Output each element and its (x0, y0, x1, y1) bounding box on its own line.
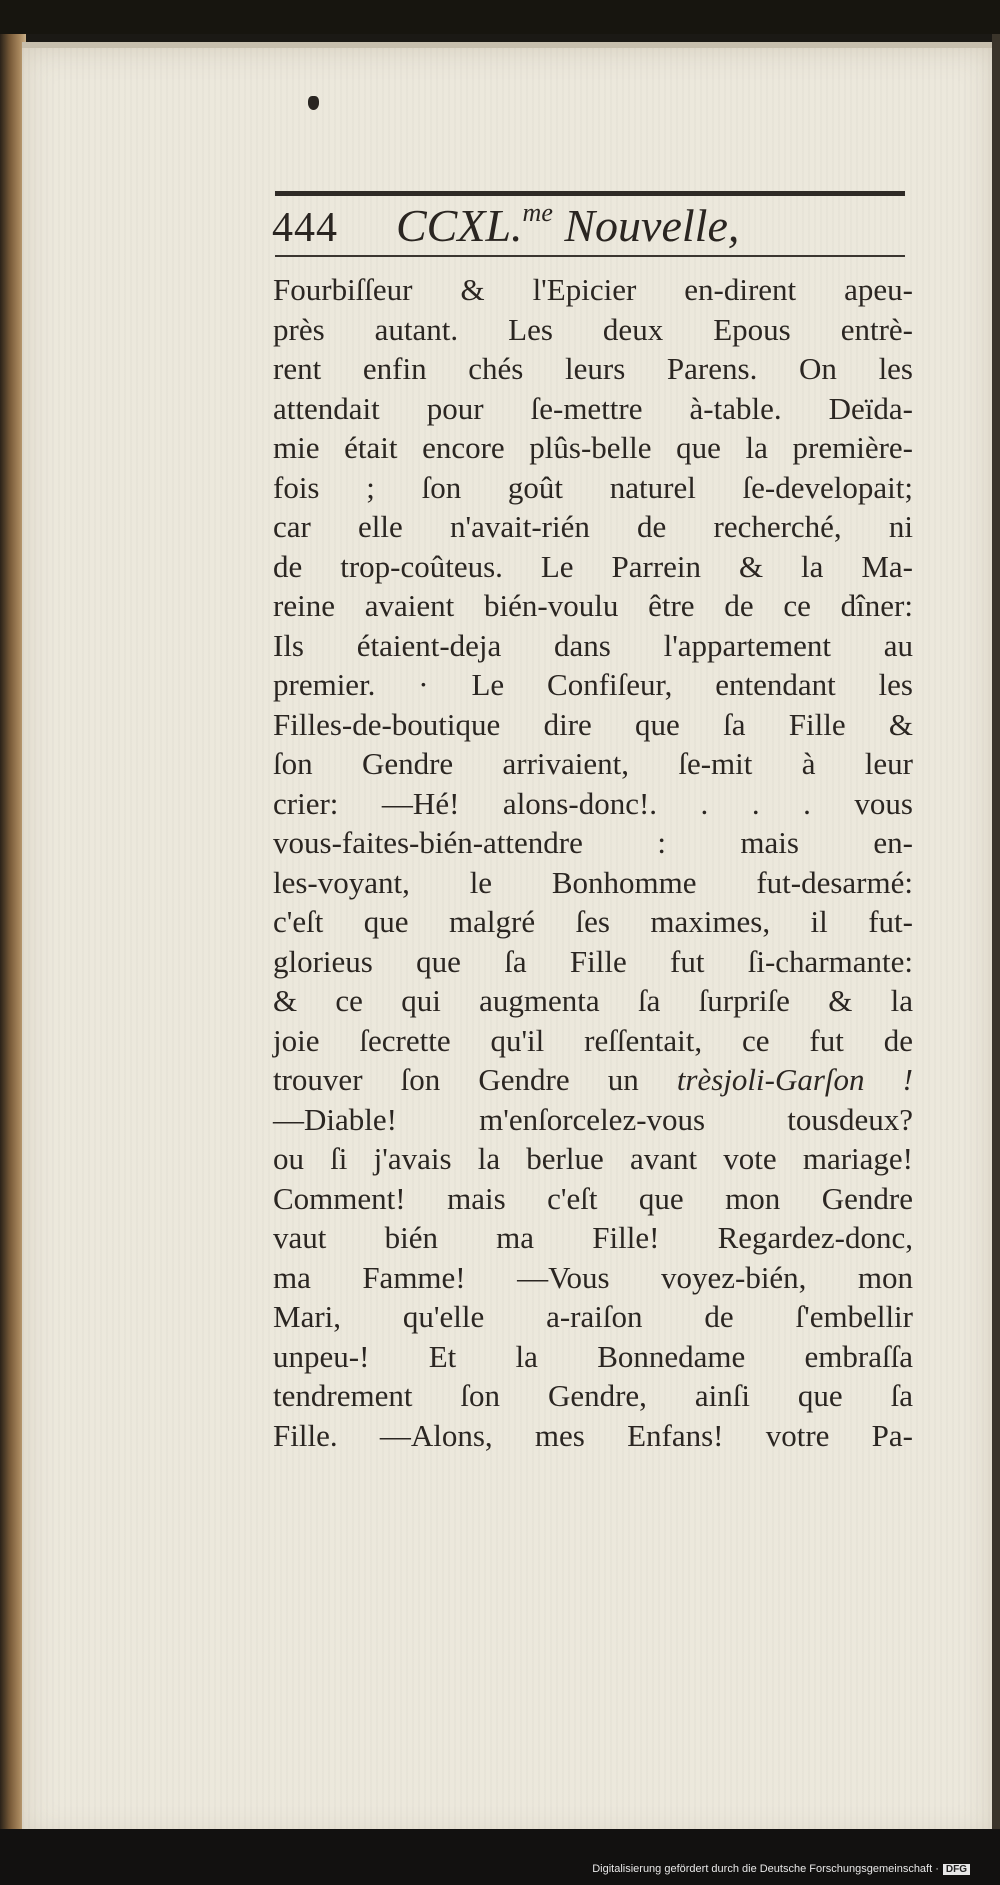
text-line: vaut bién ma Fille! Regardez-donc, (273, 1220, 913, 1255)
ink-blot-mark (308, 96, 319, 110)
text-line: Ils étaient-deja dans l'appartement au (273, 627, 913, 663)
text-line: attendait pour ſe-mettre à-table. Deïda- (273, 390, 913, 426)
text-line-lead: trouver ſon Gendre un (273, 1062, 677, 1097)
body-text (273, 270, 913, 1455)
text-line: car elle n'avait-rién de recherché, ni (273, 509, 913, 544)
text-line: les-voyant, le Bonhomme fut-desarmé: (273, 864, 913, 900)
running-head-rest: Nouvelle, (552, 200, 740, 251)
text-line: Comment! mais c'eſt que mon Gendre (273, 1180, 913, 1216)
dfg-logo: DFG (943, 1864, 970, 1875)
text-line: Fille. —Alons, mes Enfans! votre Pa- (273, 1417, 913, 1453)
page-number: 444 (272, 205, 338, 251)
digitization-credit (592, 1863, 970, 1875)
italic-phrase: trèsjoli-Garſon ! (676, 1062, 913, 1097)
text-line: glorieus que ſa Fille fut ſi-charmante: (273, 943, 913, 979)
text-line: rent enfin chés leurs Parens. On les (273, 351, 913, 386)
credit-text: Digitalisierung gefördert durch die Deutsche Forschungsgemeinschaft · (592, 1863, 939, 1875)
text-line: & ce qui augmenta ſa ſurpriſe & la (273, 983, 913, 1018)
header-rule-bottom (275, 255, 905, 257)
text-line: tendrement ſon Gendre, ainſi que ſa (273, 1378, 913, 1413)
text-line: Mari, qu'elle a-raiſon de ſ'embellir (273, 1299, 913, 1334)
scan-right-border (992, 34, 1000, 1829)
text-line: crier: —Hé! alons-donc!. . . . vous (273, 785, 913, 821)
page-header (272, 198, 912, 254)
scan-top-border (0, 0, 1000, 34)
text-line: c'eſt que malgré ſes maximes, il fut- (273, 904, 913, 939)
text-line: ma Famme! —Vous voyez-bién, mon (273, 1259, 913, 1295)
header-rule-top (275, 191, 905, 196)
scan-bottom-border (0, 1829, 1000, 1885)
text-line: ou ſi j'avais la berlue avant vote mariage! (273, 1141, 913, 1176)
text-line: joie ſecrette qu'il reſſentait, ce fut de (273, 1022, 913, 1058)
text-line: fois ; ſon goût naturel ſe-developait; (273, 469, 913, 505)
text-line: près autant. Les deux Epous entrè- (273, 311, 913, 347)
text-line: Fourbiſſeur & l'Epicier en-dirent apeu- (273, 272, 913, 307)
text-line: ſon Gendre arrivaient, ſe-mit à leur (273, 746, 913, 781)
text-line: mie était encore plûs-belle que la première- (273, 430, 913, 465)
text-line-with-italic (273, 1060, 913, 1100)
running-head-main: CCXL. (396, 200, 523, 251)
text-line: —Diable! m'enſorcelez-vous tousdeux? (273, 1101, 913, 1137)
running-head-superscript: me (522, 198, 553, 227)
text-line: premier. · Le Confiſeur, entendant les (273, 667, 913, 702)
text-line: de trop-coûteus. Le Parrein & la Ma- (273, 548, 913, 584)
text-line: unpeu-! Et la Bonnedame embraſſa (273, 1338, 913, 1374)
text-line: Filles-de-boutique dire que ſa Fille & (273, 706, 913, 742)
text-line: reine avaient bién-voulu être de ce dîner: (273, 588, 913, 623)
running-head (396, 198, 739, 252)
text-line: vous-faites-bién-attendre : mais en- (273, 825, 913, 860)
